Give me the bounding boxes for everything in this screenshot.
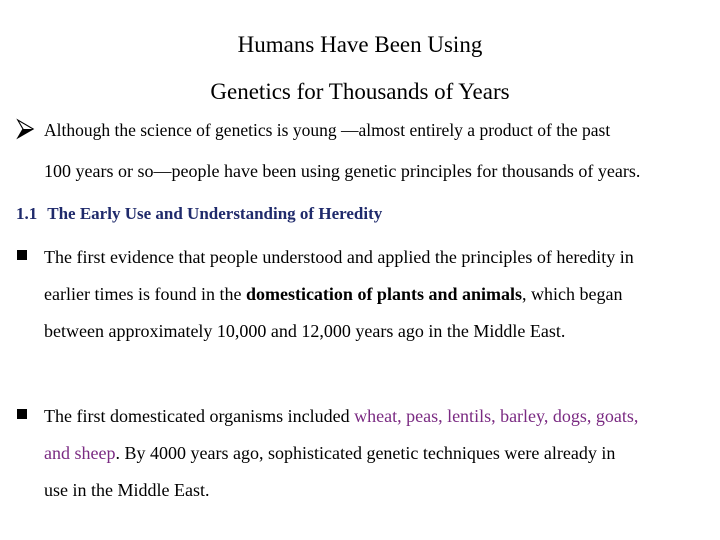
intro-line-1: Although the science of genetics is young —almost entirely a product of the past [44,120,611,140]
slide-title-line-2: Genetics for Thousands of Years [210,79,510,104]
bullet1-line-2-post: , which began [522,284,623,304]
intro-line-2: 100 years or so—people have been using genetic principles for thousands of years. [44,161,641,181]
bullet1-line-2 [44,284,704,304]
bullet2-line-2 [44,443,704,463]
bullet2-highlight-2: and sheep [44,443,116,463]
section-title: The Early Use and Understanding of Heredity [47,204,383,223]
bullet2-line-1-pre: The first domesticated organisms included [44,406,355,426]
square-bullet-icon [17,409,27,419]
square-bullet-icon [17,250,27,260]
bullet1-line-2-pre: earlier times is found in the [44,284,246,304]
bullet2-highlight-1: wheat, peas, lentils, barley, dogs, goats, [354,406,639,426]
bullet1-line-1: The first evidence that people understood and applied the principles of heredity in [44,247,634,267]
bullet2-line-1 [44,406,704,426]
section-heading [16,204,382,224]
bullet1-bold-term: domestication of plants and animals [245,284,522,304]
bullet1-line-3: between approximately 10,000 and 12,000 years ago in the Middle East. [44,321,566,341]
arrow-bullet-icon: ⮚ [16,113,35,142]
section-number: 1.1 [16,204,38,223]
slide-title-line-1: Humans Have Been Using [237,32,483,57]
bullet2-line-2-post: . By 4000 years ago, sophisticated genetic techniques were already in [115,443,616,463]
bullet2-line-3: use in the Middle East. [44,480,210,500]
